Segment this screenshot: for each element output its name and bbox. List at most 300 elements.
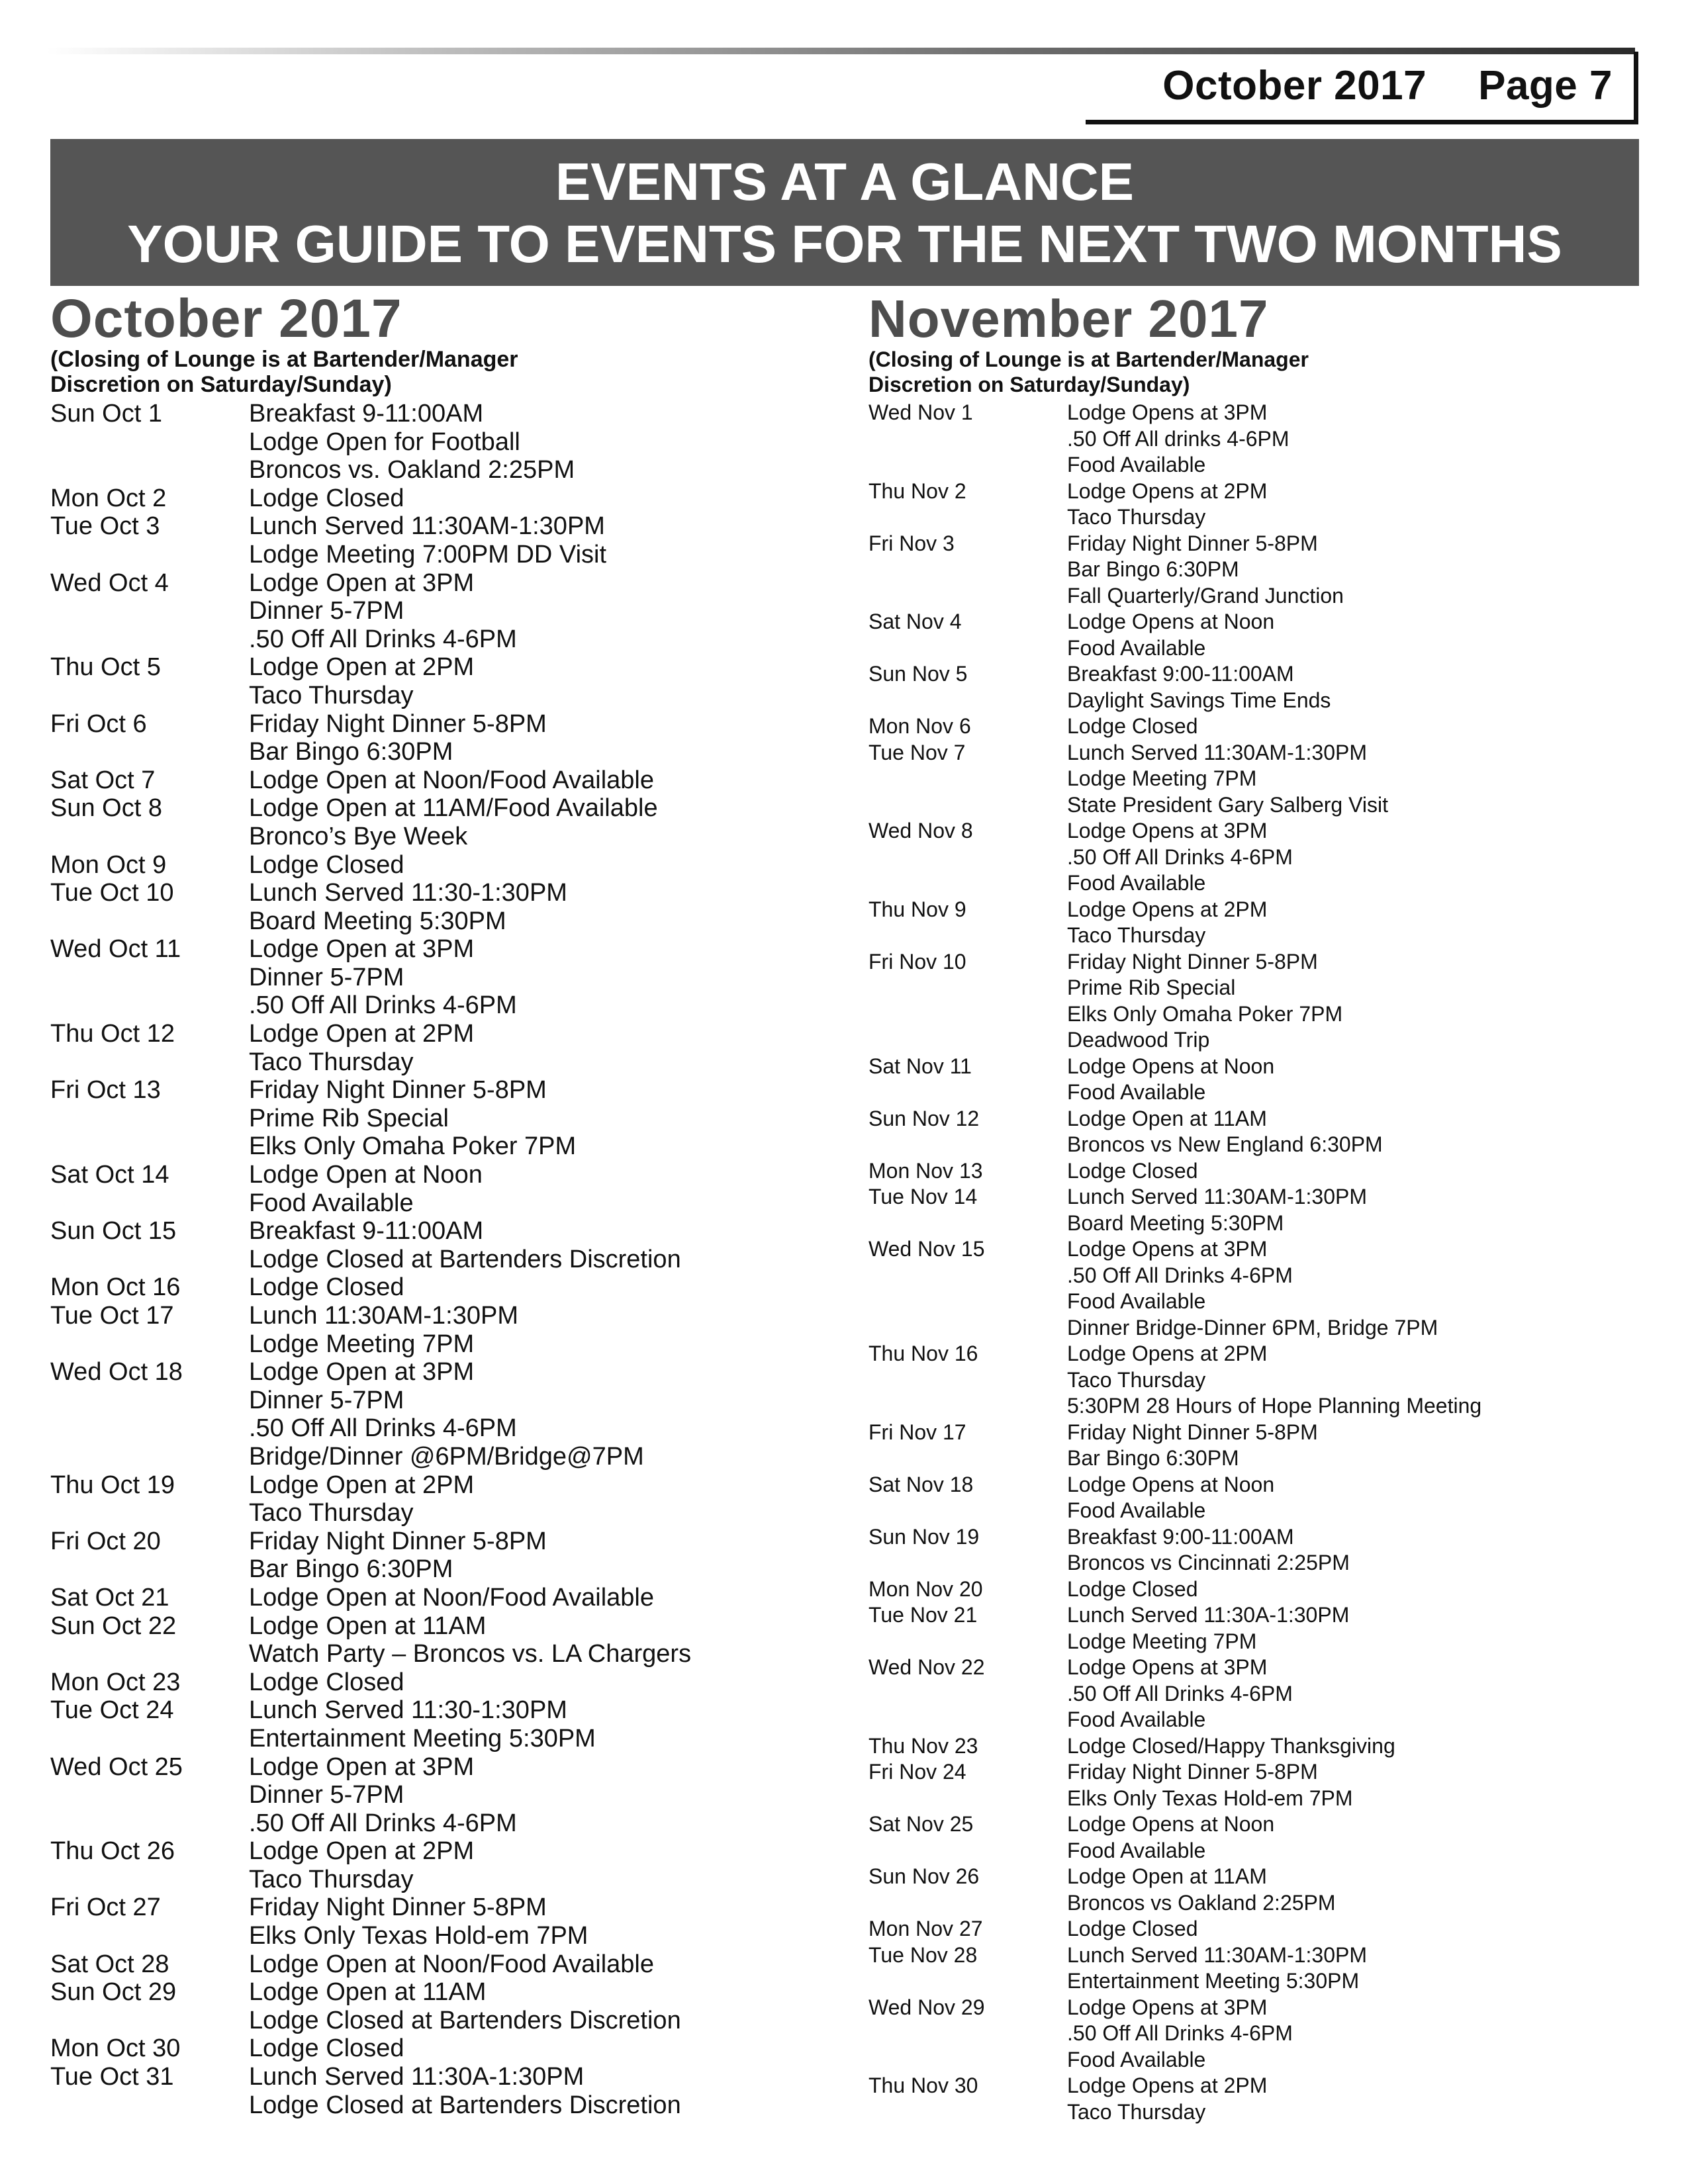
event-items: [1067, 1733, 1636, 1760]
event-item: Taco Thursday: [1067, 923, 1206, 947]
event-day: Sat Nov 4: [868, 610, 962, 633]
event-items: [249, 484, 831, 513]
event-day: Fri Oct 27: [50, 1893, 161, 1922]
event-day: Mon Oct 2: [50, 484, 167, 512]
event-item: Bar Bingo 6:30PM: [1067, 557, 1239, 581]
event-day: Sun Nov 5: [868, 662, 968, 686]
event-day: Thu Nov 9: [868, 897, 966, 921]
event-day: Wed Nov 22: [868, 1655, 985, 1679]
event-item: Food Available: [1067, 1498, 1206, 1522]
banner-title: EVENTS AT A GLANCE: [555, 152, 1135, 211]
event-item: Taco Thursday: [1067, 2099, 1206, 2124]
event-items: [249, 935, 831, 1020]
event-row: [50, 569, 831, 654]
event-day: Fri Nov 17: [868, 1420, 966, 1444]
event-row: [868, 1472, 1636, 1524]
event-item: Lunch Served 11:30AM-1:30PM: [1067, 1185, 1367, 1208]
page-header: [1086, 52, 1638, 124]
event-item: Lodge Open at 2PM: [249, 1471, 475, 1499]
event-item: Food Available: [1067, 871, 1206, 895]
event-day: Mon Nov 6: [868, 714, 971, 738]
event-day: Thu Oct 12: [50, 1020, 175, 1048]
event-item: Lodge Open for Football: [249, 428, 520, 456]
event-items: [1067, 713, 1636, 740]
event-item: Lodge Opens at 2PM: [1067, 897, 1268, 921]
event-item: Elks Only Omaha Poker 7PM: [249, 1132, 577, 1161]
event-items: [249, 2034, 831, 2063]
event-item: Entertainment Meeting 5:30PM: [1067, 1969, 1360, 1993]
event-day: Mon Oct 16: [50, 1273, 181, 1302]
event-item: Lodge Open at Noon/Food Available: [249, 1950, 654, 1978]
event-row: [868, 1655, 1636, 1733]
event-row: [868, 740, 1636, 819]
event-item: Lodge Opens at 3PM: [1067, 1655, 1268, 1679]
event-item: Watch Party – Broncos vs. LA Chargers: [249, 1640, 692, 1668]
event-item: .50 Off All Drinks 4-6PM: [249, 1414, 517, 1443]
event-items: [249, 766, 831, 795]
event-day: Fri Nov 10: [868, 949, 966, 974]
event-item: Friday Night Dinner 5-8PM: [1067, 949, 1318, 974]
event-item: Lunch Served 11:30A-1:30PM: [249, 2063, 585, 2091]
event-day: Tue Oct 17: [50, 1302, 174, 1330]
event-day: Mon Oct 23: [50, 1668, 181, 1696]
event-items: [249, 1612, 831, 1668]
event-row: [868, 1864, 1636, 1916]
event-items: [249, 710, 831, 766]
event-item: .50 Off All Drinks 4-6PM: [1067, 2021, 1293, 2045]
event-items: [249, 1161, 831, 1217]
event-row: [50, 794, 831, 850]
event-day: Thu Nov 30: [868, 2073, 978, 2097]
event-row: [50, 1020, 831, 1076]
event-items: [1067, 1472, 1636, 1524]
event-row: [50, 1893, 831, 1950]
event-row: [868, 1811, 1636, 1864]
event-item: Lodge Opens at Noon: [1067, 1812, 1275, 1836]
event-day: Sun Nov 12: [868, 1106, 980, 1130]
event-items: [1067, 609, 1636, 661]
event-day: Sat Nov 25: [868, 1812, 974, 1836]
event-item: Friday Night Dinner 5-8PM: [1067, 531, 1318, 555]
event-item: Lodge Closed at Bartenders Discretion: [249, 2006, 681, 2034]
event-day: Thu Nov 2: [868, 478, 966, 503]
event-item: Lodge Opens at 3PM: [1067, 400, 1268, 424]
event-items: [249, 1273, 831, 1302]
event-day: Wed Oct 4: [50, 569, 169, 597]
event-item: Lunch Served 11:30-1:30PM: [249, 1696, 567, 1725]
event-item: Friday Night Dinner 5-8PM: [1067, 1420, 1318, 1444]
event-item: Bar Bingo 6:30PM: [249, 738, 453, 766]
event-day: Tue Nov 14: [868, 1185, 978, 1208]
event-items: [1067, 1602, 1636, 1655]
event-item: Lodge Closed: [249, 2034, 404, 2063]
event-items: [1067, 1054, 1636, 1106]
november-events-list: [868, 400, 1636, 2125]
event-item: Prime Rib Special: [249, 1104, 449, 1132]
event-row: [50, 1273, 831, 1302]
event-items: [249, 512, 831, 569]
event-item: Lodge Opens at 2PM: [1067, 2073, 1268, 2097]
event-items: [1067, 2073, 1636, 2125]
event-day: Sun Nov 19: [868, 1524, 980, 1549]
event-item: Friday Night Dinner 5-8PM: [249, 1527, 547, 1555]
event-item: Lodge Closed: [249, 1273, 404, 1302]
event-item: Breakfast 9:00-11:00AM: [1067, 1524, 1294, 1549]
event-items: [249, 794, 831, 850]
event-item: Bar Bingo 6:30PM: [249, 1555, 453, 1584]
event-row: [50, 851, 831, 880]
page-number: Page 7: [1478, 63, 1613, 109]
event-item: Lodge Meeting 7PM: [249, 1330, 475, 1358]
event-item: .50 Off All Drinks 4-6PM: [249, 991, 517, 1020]
event-item: .50 Off All Drinks 4-6PM: [249, 625, 517, 653]
month-title: November 2017: [868, 289, 1269, 348]
event-item: Elks Only Texas Hold-em 7PM: [1067, 1786, 1353, 1810]
event-row: [50, 1358, 831, 1471]
event-item: Lodge Open at 11AM: [249, 1978, 487, 2007]
event-item: Lodge Opens at 3PM: [1067, 1237, 1268, 1261]
event-item: .50 Off All Drinks 4-6PM: [249, 1809, 517, 1837]
event-day: Sun Oct 22: [50, 1612, 177, 1640]
event-item: Taco Thursday: [249, 1865, 414, 1893]
event-items: [1067, 1655, 1636, 1733]
event-row: [50, 1753, 831, 1838]
event-items: [1067, 740, 1636, 819]
event-item: Lodge Closed: [1067, 1917, 1198, 1940]
event-item: Board Meeting 5:30PM: [249, 907, 506, 935]
event-row: [868, 1576, 1636, 1603]
event-item: Taco Thursday: [249, 1499, 414, 1527]
event-item: Lodge Closed: [1067, 1158, 1198, 1183]
event-item: Lodge Closed: [1067, 714, 1198, 738]
event-row: [50, 1527, 831, 1584]
event-day: Thu Oct 19: [50, 1471, 175, 1499]
lounge-closing-note: [868, 347, 1636, 397]
event-item: Lodge Open at 2PM: [249, 1020, 475, 1048]
event-row: [868, 1236, 1636, 1341]
event-item: Lodge Open at 3PM: [249, 1752, 475, 1781]
event-item: Lodge Closed: [249, 1668, 404, 1696]
october-events-list: [50, 400, 831, 2119]
event-item: Broncos vs Oakland 2:25PM: [1067, 1890, 1336, 1915]
event-row: [868, 1602, 1636, 1655]
event-day: Mon Nov 13: [868, 1158, 983, 1183]
event-item: 5:30PM 28 Hours of Hope Planning Meeting: [1067, 1394, 1482, 1418]
event-item: Elks Only Texas Hold-em 7PM: [249, 1922, 588, 1950]
event-day: Sat Oct 28: [50, 1950, 169, 1978]
event-day: Sat Oct 21: [50, 1583, 169, 1612]
event-item: Lodge Closed: [249, 484, 404, 512]
event-items: [249, 1020, 831, 1076]
event-day: Mon Nov 20: [868, 1576, 983, 1601]
event-item: Friday Night Dinner 5-8PM: [249, 1893, 547, 1922]
note-line: Discretion on Saturday/Sunday): [50, 372, 392, 397]
event-item: Food Available: [1067, 1838, 1206, 1862]
event-items: [1067, 1916, 1636, 1942]
event-day: Fri Oct 6: [50, 709, 147, 738]
event-day: Tue Nov 28: [868, 1942, 978, 1967]
event-item: Broncos vs Cincinnati 2:25PM: [1067, 1551, 1350, 1574]
event-item: Board Meeting 5:30PM: [1067, 1210, 1284, 1235]
event-item: Deadwood Trip: [1067, 1028, 1210, 1052]
event-items: [1067, 1995, 1636, 2073]
event-day: Thu Nov 23: [868, 1733, 978, 1758]
event-items: [249, 1076, 831, 1161]
event-row: [50, 879, 831, 935]
event-item: Lodge Open at 11AM: [1067, 1106, 1267, 1130]
event-row: [868, 2073, 1636, 2125]
month-title: October 2017: [50, 289, 402, 349]
event-item: Food Available: [1067, 1707, 1206, 1731]
event-row: [868, 818, 1636, 897]
event-day: Wed Nov 1: [868, 400, 973, 424]
event-row: [868, 1759, 1636, 1811]
event-item: Dinner 5-7PM: [249, 1781, 404, 1809]
event-item: Lodge Open at 2PM: [249, 1837, 475, 1866]
event-items: [1067, 1341, 1636, 1420]
event-item: Dinner 5-7PM: [249, 963, 404, 991]
event-item: Lodge Closed: [1067, 1576, 1198, 1601]
event-day: Wed Oct 18: [50, 1358, 183, 1387]
event-row: [50, 653, 831, 709]
event-row: [50, 2063, 831, 2119]
event-item: Lodge Meeting 7PM: [1067, 766, 1257, 790]
event-item: Breakfast 9-11:00AM: [249, 400, 484, 428]
event-items: [249, 1527, 831, 1584]
event-row: [50, 1950, 831, 1979]
issue-date: October 2017: [1162, 63, 1427, 109]
event-row: [868, 897, 1636, 949]
event-item: .50 Off All Drinks 4-6PM: [1067, 844, 1293, 869]
event-item: Lodge Open at 11AM: [1067, 1864, 1267, 1888]
event-items: [1067, 1184, 1636, 1236]
event-row: [868, 661, 1636, 713]
event-item: Food Available: [1067, 2047, 1206, 2071]
event-day: Fri Nov 3: [868, 531, 955, 555]
event-day: Wed Oct 25: [50, 1752, 183, 1781]
event-items: [249, 1302, 831, 1358]
event-item: State President Gary Salberg Visit: [1067, 792, 1388, 817]
event-row: [868, 1733, 1636, 1760]
event-item: Lodge Meeting 7:00PM DD Visit: [249, 540, 607, 569]
event-day: Thu Oct 5: [50, 653, 161, 682]
event-items: [1067, 1236, 1636, 1341]
event-item: Lunch Served 11:30-1:30PM: [249, 879, 567, 907]
event-items: [249, 1837, 831, 1893]
event-row: [868, 609, 1636, 661]
event-day: Thu Oct 26: [50, 1837, 175, 1866]
event-day: Tue Nov 7: [868, 740, 966, 764]
event-item: Friday Night Dinner 5-8PM: [249, 1076, 547, 1105]
event-item: Dinner 5-7PM: [249, 597, 404, 625]
event-row: [868, 1942, 1636, 1995]
event-item: Food Available: [249, 1189, 414, 1217]
event-item: Lodge Open at 2PM: [249, 653, 475, 682]
event-row: [50, 1302, 831, 1358]
event-items: [249, 653, 831, 709]
event-item: Lunch Served 11:30AM-1:30PM: [1067, 1942, 1367, 1967]
event-item: Lodge Open at Noon/Food Available: [249, 766, 654, 794]
event-item: Lodge Open at 3PM: [249, 935, 475, 964]
event-item: Food Available: [1067, 1080, 1206, 1104]
event-items: [249, 1978, 831, 2034]
event-row: [50, 766, 831, 795]
event-item: .50 Off All Drinks 4-6PM: [1067, 1263, 1293, 1287]
lounge-closing-note: [50, 347, 831, 397]
banner-subtitle: YOUR GUIDE TO EVENTS FOR THE NEXT TWO MONTHS: [127, 214, 1562, 273]
event-row: [868, 400, 1636, 478]
event-items: [1067, 1524, 1636, 1576]
note-line: (Closing of Lounge is at Bartender/Manager: [50, 347, 518, 372]
event-row: [50, 935, 831, 1020]
event-items: [1067, 1158, 1636, 1185]
event-items: [1067, 1576, 1636, 1603]
event-day: Sun Oct 15: [50, 1217, 177, 1246]
event-row: [868, 1341, 1636, 1420]
event-day: Mon Oct 30: [50, 2034, 181, 2063]
event-items: [249, 2063, 831, 2119]
event-item: Lodge Opens at 3PM: [1067, 1995, 1268, 2019]
event-items: [249, 1668, 831, 1697]
event-row: [868, 1916, 1636, 1942]
event-row: [868, 478, 1636, 531]
event-items: [1067, 1811, 1636, 1864]
event-day: Tue Oct 3: [50, 512, 160, 541]
event-row: [868, 1524, 1636, 1576]
event-row: [868, 1420, 1636, 1472]
event-item: Broncos vs. Oakland 2:25PM: [249, 456, 575, 484]
event-item: Prime Rib Special: [1067, 976, 1236, 999]
event-items: [249, 400, 831, 484]
event-day: Wed Nov 15: [868, 1237, 985, 1261]
event-day: Wed Oct 11: [50, 935, 181, 964]
event-day: Sat Nov 18: [868, 1472, 974, 1496]
event-items: [249, 569, 831, 654]
event-items: [1067, 1420, 1636, 1472]
event-day: Tue Oct 10: [50, 879, 174, 907]
event-item: Daylight Savings Time Ends: [1067, 688, 1331, 712]
event-day: Tue Nov 21: [868, 1603, 978, 1627]
event-item: Bar Bingo 6:30PM: [1067, 1446, 1239, 1470]
event-item: Lodge Opens at Noon: [1067, 1054, 1275, 1078]
event-row: [50, 1584, 831, 1612]
event-item: Dinner 5-7PM: [249, 1386, 404, 1414]
event-item: Fall Quarterly/Grand Junction: [1067, 583, 1344, 608]
event-item: Entertainment Meeting 5:30PM: [249, 1724, 596, 1752]
event-row: [868, 713, 1636, 740]
event-item: Lodge Closed: [249, 850, 404, 879]
event-item: Lodge Open at 11AM: [249, 1612, 487, 1640]
event-day: Fri Oct 13: [50, 1076, 161, 1105]
event-day: Fri Nov 24: [868, 1760, 966, 1784]
event-day: Sat Oct 7: [50, 766, 156, 794]
event-item: Elks Only Omaha Poker 7PM: [1067, 1001, 1343, 1026]
event-item: Lunch Served 11:30A-1:30PM: [1067, 1603, 1350, 1627]
event-items: [249, 1217, 831, 1273]
event-row: [50, 1668, 831, 1697]
event-items: [1067, 661, 1636, 713]
event-item: Breakfast 9-11:00AM: [249, 1217, 484, 1246]
event-row: [50, 400, 831, 484]
event-row: [50, 1161, 831, 1217]
event-day: Sat Oct 14: [50, 1161, 169, 1189]
event-row: [50, 2034, 831, 2063]
event-item: Lodge Open at Noon: [249, 1161, 483, 1189]
event-item: Lodge Open at 11AM/Food Available: [249, 794, 658, 823]
event-item: Breakfast 9:00-11:00AM: [1067, 662, 1294, 686]
event-row: [50, 512, 831, 569]
event-row: [868, 1995, 1636, 2073]
event-row: [50, 1696, 831, 1752]
event-items: [249, 1950, 831, 1979]
event-row: [868, 1054, 1636, 1106]
event-day: Tue Oct 24: [50, 1696, 174, 1725]
event-item: Food Available: [1067, 1289, 1206, 1313]
event-item: Broncos vs New England 6:30PM: [1067, 1132, 1383, 1156]
event-item: Food Available: [1067, 453, 1206, 477]
event-row: [868, 949, 1636, 1054]
event-item: Lodge Meeting 7PM: [1067, 1629, 1257, 1653]
event-day: Sun Oct 8: [50, 794, 162, 823]
event-item: Lodge Opens at Noon: [1067, 610, 1275, 633]
event-row: [50, 1217, 831, 1273]
event-row: [868, 1158, 1636, 1185]
event-item: Friday Night Dinner 5-8PM: [249, 709, 547, 738]
event-day: Wed Nov 29: [868, 1995, 985, 2019]
event-item: Lodge Open at 3PM: [249, 1358, 475, 1387]
event-row: [50, 484, 831, 513]
event-items: [1067, 818, 1636, 897]
event-item: Dinner Bridge-Dinner 6PM, Bridge 7PM: [1067, 1315, 1438, 1340]
event-row: [50, 1978, 831, 2034]
event-item: Lunch Served 11:30AM-1:30PM: [1067, 740, 1367, 764]
event-item: Taco Thursday: [1067, 505, 1206, 529]
event-day: Wed Nov 8: [868, 819, 973, 842]
event-items: [1067, 1106, 1636, 1158]
event-row: [50, 710, 831, 766]
event-items: [1067, 1942, 1636, 1995]
event-item: Lodge Opens at 2PM: [1067, 478, 1268, 503]
event-day: Sun Nov 26: [868, 1864, 980, 1888]
event-item: Lodge Opens at 3PM: [1067, 819, 1268, 842]
event-row: [868, 1184, 1636, 1236]
november-column: [868, 291, 1636, 2125]
event-item: Lodge Opens at 2PM: [1067, 1342, 1268, 1365]
event-item: Taco Thursday: [1067, 1367, 1206, 1392]
event-item: .50 Off All Drinks 4-6PM: [1067, 1681, 1293, 1706]
event-item: Food Available: [1067, 635, 1206, 660]
event-items: [1067, 400, 1636, 478]
event-items: [249, 851, 831, 880]
event-item: .50 Off All drinks 4-6PM: [1067, 426, 1289, 451]
event-day: Sat Nov 11: [868, 1054, 972, 1078]
event-row: [50, 1837, 831, 1893]
events-banner: [50, 139, 1639, 286]
event-item: Lunch Served 11:30AM-1:30PM: [249, 512, 605, 541]
event-items: [249, 1471, 831, 1527]
event-item: Friday Night Dinner 5-8PM: [1067, 1760, 1318, 1784]
event-item: Bronco’s Bye Week: [249, 822, 468, 850]
event-items: [249, 879, 831, 935]
event-item: Lunch 11:30AM-1:30PM: [249, 1302, 518, 1330]
event-items: [249, 1893, 831, 1950]
event-item: Lodge Open at 3PM: [249, 569, 475, 597]
event-day: Tue Oct 31: [50, 2063, 174, 2091]
event-item: Lodge Closed at Bartenders Discretion: [249, 1245, 681, 1273]
event-items: [1067, 897, 1636, 949]
event-items: [1067, 1759, 1636, 1811]
event-items: [1067, 478, 1636, 531]
